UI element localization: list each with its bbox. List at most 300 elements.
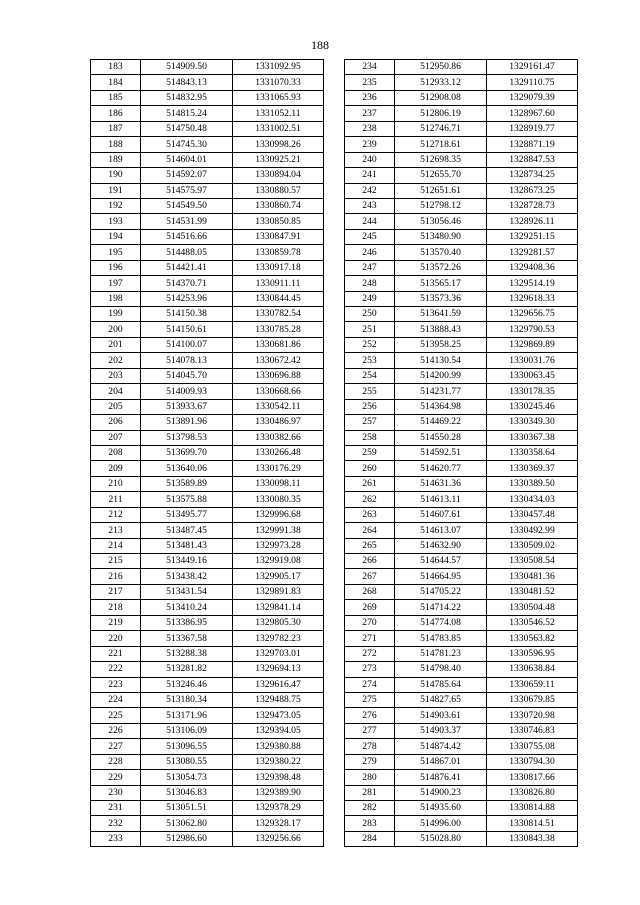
table-row (91, 75, 324, 90)
y-coordinate-cell: 1329782.23 (233, 631, 324, 646)
point-number-cell: 220 (91, 631, 141, 646)
x-coordinate-cell: 513958.25 (395, 337, 487, 352)
table-row (91, 90, 324, 105)
point-number-cell: 184 (91, 75, 141, 90)
point-number-cell: 258 (345, 430, 395, 445)
point-number-cell: 260 (345, 461, 395, 476)
y-coordinate-cell: 1330679.85 (487, 692, 578, 707)
x-coordinate-cell: 514903.37 (395, 723, 487, 738)
x-coordinate-cell: 514078.13 (141, 353, 233, 368)
y-coordinate-cell: 1330782.54 (233, 307, 324, 322)
y-coordinate-cell: 1330880.57 (233, 183, 324, 198)
x-coordinate-cell: 514613.07 (395, 523, 487, 538)
point-number-cell: 251 (345, 322, 395, 337)
point-number-cell: 245 (345, 229, 395, 244)
x-coordinate-cell: 513933.67 (141, 399, 233, 414)
point-number-cell: 261 (345, 476, 395, 491)
point-number-cell: 257 (345, 415, 395, 430)
table-row (345, 461, 578, 476)
y-coordinate-cell: 1329694.13 (233, 662, 324, 677)
point-number-cell: 241 (345, 168, 395, 183)
point-number-cell: 201 (91, 337, 141, 352)
y-coordinate-cell: 1330720.98 (487, 708, 578, 723)
table-row (91, 662, 324, 677)
table-row (345, 152, 578, 167)
table-row (91, 322, 324, 337)
x-coordinate-cell: 514231.77 (395, 384, 487, 399)
y-coordinate-cell: 1330894.04 (233, 168, 324, 183)
x-coordinate-cell: 513640.06 (141, 461, 233, 476)
table-row (91, 152, 324, 167)
x-coordinate-cell: 514604.01 (141, 152, 233, 167)
point-number-cell: 246 (345, 245, 395, 260)
x-coordinate-cell: 513641.59 (395, 307, 487, 322)
page-number: 188 (311, 38, 329, 52)
point-number-cell: 283 (345, 816, 395, 831)
table-row (345, 415, 578, 430)
table-row (91, 584, 324, 599)
point-number-cell: 242 (345, 183, 395, 198)
y-coordinate-cell: 1330486.97 (233, 415, 324, 430)
table-row (91, 291, 324, 306)
table-row (345, 214, 578, 229)
table-row (345, 708, 578, 723)
y-coordinate-cell: 1329841.14 (233, 600, 324, 615)
x-coordinate-cell: 514421.41 (141, 260, 233, 275)
table-row (345, 276, 578, 291)
table-row (91, 353, 324, 368)
point-number-cell: 192 (91, 198, 141, 213)
y-coordinate-cell: 1329380.22 (233, 754, 324, 769)
x-coordinate-cell: 514900.23 (395, 785, 487, 800)
x-coordinate-cell: 514815.24 (141, 106, 233, 121)
y-coordinate-cell: 1330859.78 (233, 245, 324, 260)
table-row (91, 399, 324, 414)
y-coordinate-cell: 1330389.50 (487, 476, 578, 491)
y-coordinate-cell: 1330672.42 (233, 353, 324, 368)
y-coordinate-cell: 1330794.30 (487, 754, 578, 769)
y-coordinate-cell: 1330917.18 (233, 260, 324, 275)
x-coordinate-cell: 513431.54 (141, 584, 233, 599)
point-number-cell: 238 (345, 121, 395, 136)
point-number-cell: 230 (91, 785, 141, 800)
point-number-cell: 262 (345, 492, 395, 507)
x-coordinate-cell: 514935.60 (395, 801, 487, 816)
table-row (345, 106, 578, 121)
y-coordinate-cell: 1329398.48 (233, 770, 324, 785)
point-number-cell: 198 (91, 291, 141, 306)
y-coordinate-cell: 1330826.80 (487, 785, 578, 800)
point-number-cell: 207 (91, 430, 141, 445)
table-row (345, 90, 578, 105)
table-row (345, 739, 578, 754)
y-coordinate-cell: 1330696.88 (233, 368, 324, 383)
point-number-cell: 197 (91, 276, 141, 291)
y-coordinate-cell: 1330563.82 (487, 631, 578, 646)
table-row (91, 816, 324, 831)
point-number-cell: 215 (91, 554, 141, 569)
table-row (91, 245, 324, 260)
y-coordinate-cell: 1329281.57 (487, 245, 578, 260)
y-coordinate-cell: 1330504.48 (487, 600, 578, 615)
point-number-cell: 275 (345, 692, 395, 707)
point-number-cell: 189 (91, 152, 141, 167)
y-coordinate-cell: 1330481.52 (487, 584, 578, 599)
point-number-cell: 255 (345, 384, 395, 399)
y-coordinate-cell: 1330063.45 (487, 368, 578, 383)
y-coordinate-cell: 1330546.52 (487, 615, 578, 630)
y-coordinate-cell: 1330098.11 (233, 476, 324, 491)
x-coordinate-cell: 514996.00 (395, 816, 487, 831)
table-row (345, 615, 578, 630)
x-coordinate-cell: 512986.60 (141, 831, 233, 846)
x-coordinate-cell: 513106.09 (141, 723, 233, 738)
table-row (345, 554, 578, 569)
point-number-cell: 244 (345, 214, 395, 229)
y-coordinate-cell: 1330850.85 (233, 214, 324, 229)
x-coordinate-cell: 513480.90 (395, 229, 487, 244)
point-number-cell: 188 (91, 137, 141, 152)
y-coordinate-cell: 1329703.01 (233, 646, 324, 661)
point-number-cell: 279 (345, 754, 395, 769)
point-number-cell: 280 (345, 770, 395, 785)
table-row (91, 121, 324, 136)
x-coordinate-cell: 513891.96 (141, 415, 233, 430)
point-number-cell: 217 (91, 584, 141, 599)
table-row (91, 507, 324, 522)
x-coordinate-cell: 512798.12 (395, 198, 487, 213)
point-number-cell: 256 (345, 399, 395, 414)
y-coordinate-cell: 1330492.99 (487, 523, 578, 538)
point-number-cell: 267 (345, 569, 395, 584)
table-row (345, 245, 578, 260)
point-number-cell: 216 (91, 569, 141, 584)
x-coordinate-cell: 514705.22 (395, 584, 487, 599)
table-row (91, 445, 324, 460)
table-row (345, 399, 578, 414)
x-coordinate-cell: 514607.61 (395, 507, 487, 522)
table-row (91, 229, 324, 244)
x-coordinate-cell: 512655.70 (395, 168, 487, 183)
y-coordinate-cell: 1329378.29 (233, 801, 324, 816)
point-number-cell: 185 (91, 90, 141, 105)
table-row (345, 646, 578, 661)
y-coordinate-cell: 1329251.15 (487, 229, 578, 244)
x-coordinate-cell: 514664.95 (395, 569, 487, 584)
table-row (345, 430, 578, 445)
table-row (345, 291, 578, 306)
x-coordinate-cell: 514843.13 (141, 75, 233, 90)
x-coordinate-cell: 513046.83 (141, 785, 233, 800)
y-coordinate-cell: 1331052.11 (233, 106, 324, 121)
point-number-cell: 234 (345, 60, 395, 75)
table-row (345, 353, 578, 368)
y-coordinate-cell: 1329161.47 (487, 60, 578, 75)
table-row (345, 723, 578, 738)
point-number-cell: 195 (91, 245, 141, 260)
y-coordinate-cell: 1330755.08 (487, 739, 578, 754)
table-row (91, 831, 324, 846)
table-row (91, 168, 324, 183)
x-coordinate-cell: 514644.57 (395, 554, 487, 569)
point-number-cell: 264 (345, 523, 395, 538)
y-coordinate-cell: 1330481.36 (487, 569, 578, 584)
point-number-cell: 196 (91, 260, 141, 275)
y-coordinate-cell: 1330860.74 (233, 198, 324, 213)
point-number-cell: 227 (91, 739, 141, 754)
table-row (345, 754, 578, 769)
y-coordinate-cell: 1329394.05 (233, 723, 324, 738)
point-number-cell: 252 (345, 337, 395, 352)
y-coordinate-cell: 1329656.75 (487, 307, 578, 322)
table-row (91, 476, 324, 491)
x-coordinate-cell: 513888.43 (395, 322, 487, 337)
y-coordinate-cell: 1330369.37 (487, 461, 578, 476)
point-number-cell: 219 (91, 615, 141, 630)
point-number-cell: 187 (91, 121, 141, 136)
y-coordinate-cell: 1329790.53 (487, 322, 578, 337)
y-coordinate-cell: 1328967.60 (487, 106, 578, 121)
y-coordinate-cell: 1329488.75 (233, 692, 324, 707)
y-coordinate-cell: 1330457.48 (487, 507, 578, 522)
point-number-cell: 200 (91, 322, 141, 337)
y-coordinate-cell: 1330349.30 (487, 415, 578, 430)
y-coordinate-cell: 1330911.11 (233, 276, 324, 291)
point-number-cell: 254 (345, 368, 395, 383)
y-coordinate-cell: 1330178.35 (487, 384, 578, 399)
table-row (345, 569, 578, 584)
table-row (345, 337, 578, 352)
x-coordinate-cell: 514631.36 (395, 476, 487, 491)
table-row (91, 692, 324, 707)
y-coordinate-cell: 1328673.25 (487, 183, 578, 198)
x-coordinate-cell: 514100.07 (141, 337, 233, 352)
point-number-cell: 204 (91, 384, 141, 399)
y-coordinate-cell: 1330746.83 (487, 723, 578, 738)
table-row (91, 723, 324, 738)
table-row (91, 337, 324, 352)
x-coordinate-cell: 513281.82 (141, 662, 233, 677)
point-number-cell: 191 (91, 183, 141, 198)
y-coordinate-cell: 1329514.19 (487, 276, 578, 291)
x-coordinate-cell: 513449.16 (141, 554, 233, 569)
x-coordinate-cell: 513572.26 (395, 260, 487, 275)
x-coordinate-cell: 513386.95 (141, 615, 233, 630)
y-coordinate-cell: 1330080.35 (233, 492, 324, 507)
table-row (91, 739, 324, 754)
table-row (91, 600, 324, 615)
y-coordinate-cell: 1330814.88 (487, 801, 578, 816)
x-coordinate-cell: 512718.61 (395, 137, 487, 152)
table-row (91, 260, 324, 275)
point-number-cell: 210 (91, 476, 141, 491)
x-coordinate-cell: 512651.61 (395, 183, 487, 198)
table-row (91, 430, 324, 445)
x-coordinate-cell: 514620.77 (395, 461, 487, 476)
y-coordinate-cell: 1330382.66 (233, 430, 324, 445)
x-coordinate-cell: 514531.99 (141, 214, 233, 229)
x-coordinate-cell: 514903.61 (395, 708, 487, 723)
x-coordinate-cell: 514370.71 (141, 276, 233, 291)
point-number-cell: 236 (345, 90, 395, 105)
x-coordinate-cell: 513589.89 (141, 476, 233, 491)
table-row (91, 801, 324, 816)
point-number-cell: 250 (345, 307, 395, 322)
y-coordinate-cell: 1328919.77 (487, 121, 578, 136)
point-number-cell: 243 (345, 198, 395, 213)
point-number-cell: 281 (345, 785, 395, 800)
y-coordinate-cell: 1330266.48 (233, 445, 324, 460)
table-row (91, 461, 324, 476)
x-coordinate-cell: 512933.12 (395, 75, 487, 90)
x-coordinate-cell: 514874.42 (395, 739, 487, 754)
x-coordinate-cell: 514364.98 (395, 399, 487, 414)
x-coordinate-cell: 514150.61 (141, 322, 233, 337)
table-row (91, 60, 324, 75)
y-coordinate-cell: 1328871.19 (487, 137, 578, 152)
coordinates-table-right (344, 59, 578, 847)
y-coordinate-cell: 1328847.53 (487, 152, 578, 167)
table-row (345, 816, 578, 831)
point-number-cell: 208 (91, 445, 141, 460)
x-coordinate-cell: 514783.85 (395, 631, 487, 646)
y-coordinate-cell: 1330031.76 (487, 353, 578, 368)
x-coordinate-cell: 513288.38 (141, 646, 233, 661)
point-number-cell: 272 (345, 646, 395, 661)
table-row (345, 137, 578, 152)
point-number-cell: 228 (91, 754, 141, 769)
point-number-cell: 218 (91, 600, 141, 615)
point-number-cell: 209 (91, 461, 141, 476)
x-coordinate-cell: 512806.19 (395, 106, 487, 121)
table-row (91, 415, 324, 430)
point-number-cell: 276 (345, 708, 395, 723)
y-coordinate-cell: 1330638.84 (487, 662, 578, 677)
table-row (91, 615, 324, 630)
x-coordinate-cell: 514575.97 (141, 183, 233, 198)
x-coordinate-cell: 513565.17 (395, 276, 487, 291)
y-coordinate-cell: 1330434.03 (487, 492, 578, 507)
point-number-cell: 232 (91, 816, 141, 831)
y-coordinate-cell: 1328926.11 (487, 214, 578, 229)
point-number-cell: 277 (345, 723, 395, 738)
table-row (345, 492, 578, 507)
x-coordinate-cell: 514781.23 (395, 646, 487, 661)
y-coordinate-cell: 1329805.30 (233, 615, 324, 630)
point-number-cell: 223 (91, 677, 141, 692)
y-coordinate-cell: 1330176.29 (233, 461, 324, 476)
y-coordinate-cell: 1329919.08 (233, 554, 324, 569)
point-number-cell: 194 (91, 229, 141, 244)
table-row (91, 646, 324, 661)
y-coordinate-cell: 1331070.33 (233, 75, 324, 90)
y-coordinate-cell: 1331065.93 (233, 90, 324, 105)
x-coordinate-cell: 514469.22 (395, 415, 487, 430)
x-coordinate-cell: 514774.08 (395, 615, 487, 630)
x-coordinate-cell: 514632.90 (395, 538, 487, 553)
x-coordinate-cell: 513495.77 (141, 507, 233, 522)
x-coordinate-cell: 514714.22 (395, 600, 487, 615)
point-number-cell: 249 (345, 291, 395, 306)
table-row (91, 785, 324, 800)
x-coordinate-cell: 514785.64 (395, 677, 487, 692)
table-row (91, 198, 324, 213)
x-coordinate-cell: 514488.05 (141, 245, 233, 260)
point-number-cell: 240 (345, 152, 395, 167)
point-number-cell: 239 (345, 137, 395, 152)
point-number-cell: 224 (91, 692, 141, 707)
table-row (91, 708, 324, 723)
point-number-cell: 271 (345, 631, 395, 646)
point-number-cell: 233 (91, 831, 141, 846)
y-coordinate-cell: 1329110.75 (487, 75, 578, 90)
point-number-cell: 211 (91, 492, 141, 507)
point-number-cell: 225 (91, 708, 141, 723)
x-coordinate-cell: 513051.51 (141, 801, 233, 816)
x-coordinate-cell: 514592.51 (395, 445, 487, 460)
table-row (345, 183, 578, 198)
table-row (345, 507, 578, 522)
table-row (345, 322, 578, 337)
x-coordinate-cell: 514045.70 (141, 368, 233, 383)
point-number-cell: 183 (91, 60, 141, 75)
table-row (345, 445, 578, 460)
x-coordinate-cell: 513438.42 (141, 569, 233, 584)
y-coordinate-cell: 1329891.83 (233, 584, 324, 599)
point-number-cell: 269 (345, 600, 395, 615)
table-row (345, 168, 578, 183)
table-row (91, 538, 324, 553)
y-coordinate-cell: 1328728.73 (487, 198, 578, 213)
point-number-cell: 273 (345, 662, 395, 677)
table-row (345, 60, 578, 75)
table-row (91, 631, 324, 646)
x-coordinate-cell: 512908.08 (395, 90, 487, 105)
x-coordinate-cell: 514909.50 (141, 60, 233, 75)
table-row (91, 523, 324, 538)
table-row (345, 801, 578, 816)
point-number-cell: 226 (91, 723, 141, 738)
y-coordinate-cell: 1330785.28 (233, 322, 324, 337)
x-coordinate-cell: 514876.41 (395, 770, 487, 785)
table-row (345, 198, 578, 213)
table-row (91, 677, 324, 692)
y-coordinate-cell: 1330367.38 (487, 430, 578, 445)
y-coordinate-cell: 1330681.86 (233, 337, 324, 352)
table-row (91, 754, 324, 769)
x-coordinate-cell: 514613.11 (395, 492, 487, 507)
point-number-cell: 274 (345, 677, 395, 692)
x-coordinate-cell: 512746.71 (395, 121, 487, 136)
point-number-cell: 278 (345, 739, 395, 754)
x-coordinate-cell: 514550.28 (395, 430, 487, 445)
x-coordinate-cell: 514827.65 (395, 692, 487, 707)
point-number-cell: 199 (91, 307, 141, 322)
y-coordinate-cell: 1330844.45 (233, 291, 324, 306)
x-coordinate-cell: 513180.34 (141, 692, 233, 707)
y-coordinate-cell: 1330245.46 (487, 399, 578, 414)
point-number-cell: 284 (345, 831, 395, 846)
point-number-cell: 231 (91, 801, 141, 816)
x-coordinate-cell: 513171.96 (141, 708, 233, 723)
y-coordinate-cell: 1331092.95 (233, 60, 324, 75)
x-coordinate-cell: 514750.48 (141, 121, 233, 136)
y-coordinate-cell: 1329616.47 (233, 677, 324, 692)
point-number-cell: 190 (91, 168, 141, 183)
point-number-cell: 213 (91, 523, 141, 538)
point-number-cell: 263 (345, 507, 395, 522)
point-number-cell: 193 (91, 214, 141, 229)
